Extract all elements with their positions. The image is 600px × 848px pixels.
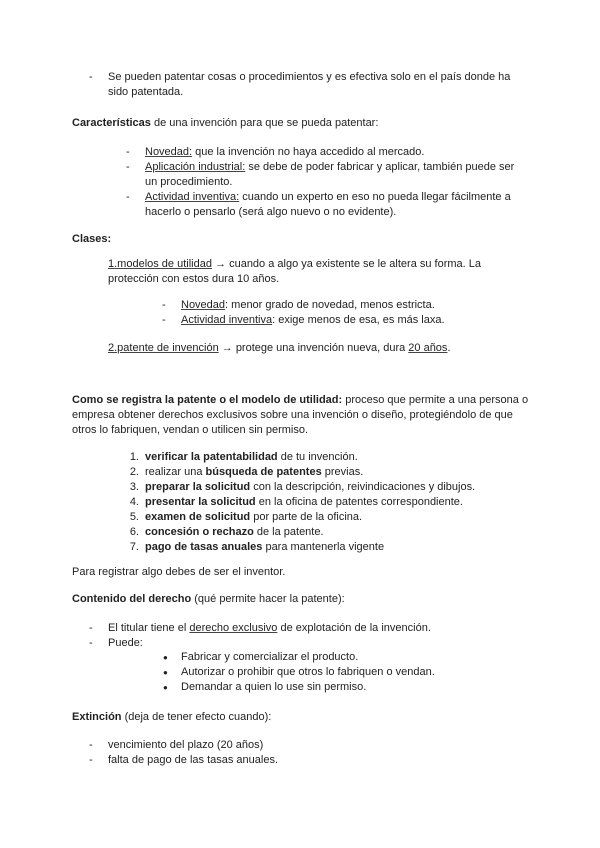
list-item: - Se pueden patentar cosas o procedimientos y es efectiva solo en el país donde ha sido patentada.	[108, 70, 528, 100]
list-item: - Puede:	[108, 636, 528, 651]
list-item: ● Demandar a quien lo use sin permiso.	[181, 680, 521, 695]
list-item: - Novedad: que la invención no haya accedido al mercado.	[145, 145, 525, 160]
list-item: ● Fabricar y comercializar el producto.	[181, 650, 521, 665]
classes-heading: Clases:	[72, 233, 112, 245]
list-item: ● Autorizar o prohibir que otros lo fabriquen o vendan.	[181, 665, 521, 680]
characteristics-list	[145, 145, 525, 220]
extinction-heading: Extinción (deja de tener efecto cuando):	[72, 711, 272, 723]
content-sublist	[181, 650, 521, 695]
content-list	[108, 621, 528, 651]
list-item: 7. pago de tasas anuales para mantenerla vigente	[129, 541, 385, 553]
list-item: - Novedad: menor grado de novedad, menos estricta.	[181, 298, 481, 313]
list-item: 1. verificar la patentabilidad de tu invención.	[129, 451, 358, 463]
registration-steps	[129, 450, 525, 555]
inventor-note: Para registrar algo debes de ser el inventor.	[72, 566, 286, 578]
class-1-list	[181, 298, 481, 328]
list-item: 6. concesión o rechazo de la patente.	[129, 526, 324, 538]
list-item: - falta de pago de las tasas anuales.	[108, 753, 508, 768]
content-heading: Contenido del derecho (qué permite hacer la patente):	[72, 593, 345, 605]
list-item: 2. realizar una búsqueda de patentes previas.	[129, 466, 364, 478]
class-1-paragraph: 1.modelos de utilidad → cuando a algo ya existente se le altera su forma. La protección con estos dura 10 años.	[108, 258, 482, 285]
list-item: 3. preparar la solicitud con la descripción, reivindicaciones y dibujos.	[129, 481, 476, 493]
extinction-list	[108, 738, 508, 768]
list-item: - Actividad inventiva: cuando un experto en eso no pueda llegar fácilmente a hacerlo o pensarlo (será algo nuevo o no evidente).	[145, 190, 525, 220]
intro-list	[108, 70, 528, 100]
list-item: - Actividad inventiva: exige menos de esa, es más laxa.	[181, 313, 481, 328]
list-item: - vencimiento del plazo (20 años)	[108, 738, 508, 753]
list-item: 5. examen de solicitud por parte de la oficina.	[129, 511, 363, 523]
list-item: - El titular tiene el derecho exclusivo de explotación de la invención.	[108, 621, 528, 636]
class-2-paragraph: 2.patente de invención → protege una invención nueva, dura 20 años.	[108, 342, 451, 354]
registration-paragraph: Como se registra la patente o el modelo de utilidad: proceso que permite a una persona o empresa obtener derechos exclusivos sobre una invención o diseño, protegiéndolo de que otros lo fabriquen, vendan o utilicen sin permiso.	[72, 394, 529, 436]
list-item: - Aplicación industrial: se debe de poder fabricar y aplicar, también puede ser un procedimiento.	[145, 160, 525, 190]
list-item: 4. presentar la solicitud en la oficina de patentes correspondiente.	[129, 496, 463, 508]
characteristics-heading: Características de una invención para que se pueda patentar:	[72, 117, 379, 129]
